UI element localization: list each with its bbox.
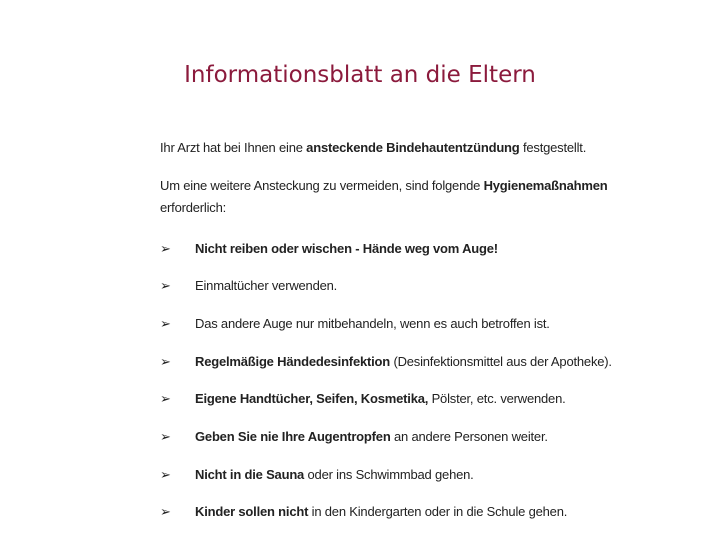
list-item-rest: in den Kindergarten oder in die Schule gehen. <box>308 504 568 519</box>
arrow-bullet-icon: ➢ <box>160 278 171 293</box>
arrow-bullet-icon: ➢ <box>160 467 171 482</box>
arrow-bullet-icon: ➢ <box>160 504 171 519</box>
measures-bold: Hygienemaßnahmen <box>483 178 608 193</box>
intro-paragraph <box>160 138 586 158</box>
list-item-text <box>195 278 337 293</box>
intro-text: Ihr Arzt hat bei Ihnen eine <box>160 140 307 155</box>
list-item-text <box>195 241 498 256</box>
list-item-rest: Einmaltücher verwenden. <box>195 278 338 293</box>
list-item-rest: an andere Personen weiter. <box>390 429 548 444</box>
list-item-text <box>195 429 548 444</box>
page-title: Informationsblatt an die Eltern <box>184 62 536 88</box>
arrow-bullet-icon: ➢ <box>160 354 171 369</box>
arrow-bullet-icon: ➢ <box>160 391 171 406</box>
measures-paragraph <box>160 176 608 196</box>
arrow-bullet-icon: ➢ <box>160 429 171 444</box>
intro-text-end: festgestellt. <box>519 140 587 155</box>
list-item-rest: Pölster, etc. verwenden. <box>428 391 566 406</box>
list-item-bold: Nicht reiben oder wischen - Hände weg vom Auge! <box>195 241 498 256</box>
arrow-bullet-icon: ➢ <box>160 241 171 256</box>
measures-paragraph-end: erforderlich: <box>160 200 227 215</box>
list-item-text <box>195 316 550 331</box>
list-item-rest: (Desinfektionsmittel aus der Apotheke). <box>390 354 612 369</box>
list-item-text <box>195 354 612 369</box>
arrow-bullet-icon: ➢ <box>160 316 171 331</box>
measures-text: Um eine weitere Ansteckung zu vermeiden, sind folgende <box>160 178 484 193</box>
list-item-text <box>195 504 567 519</box>
list-item-rest: oder ins Schwimmbad gehen. <box>304 467 474 482</box>
list-item-text <box>195 467 474 482</box>
list-item-rest: Das andere Auge nur mitbehandeln, wenn es auch betroffen ist. <box>195 316 550 331</box>
list-item-text <box>195 391 566 406</box>
list-item-bold: Kinder sollen nicht <box>195 504 309 519</box>
list-item-bold: Nicht in die Sauna <box>195 467 305 482</box>
list-item-bold: Regelmäßige Händedesinfektion <box>195 354 391 369</box>
list-item-bold: Geben Sie nie Ihre Augentropfen <box>195 429 391 444</box>
list-item-bold: Eigene Handtücher, Seifen, Kosmetika, <box>195 391 429 406</box>
intro-bold: ansteckende Bindehautentzündung <box>306 140 520 155</box>
